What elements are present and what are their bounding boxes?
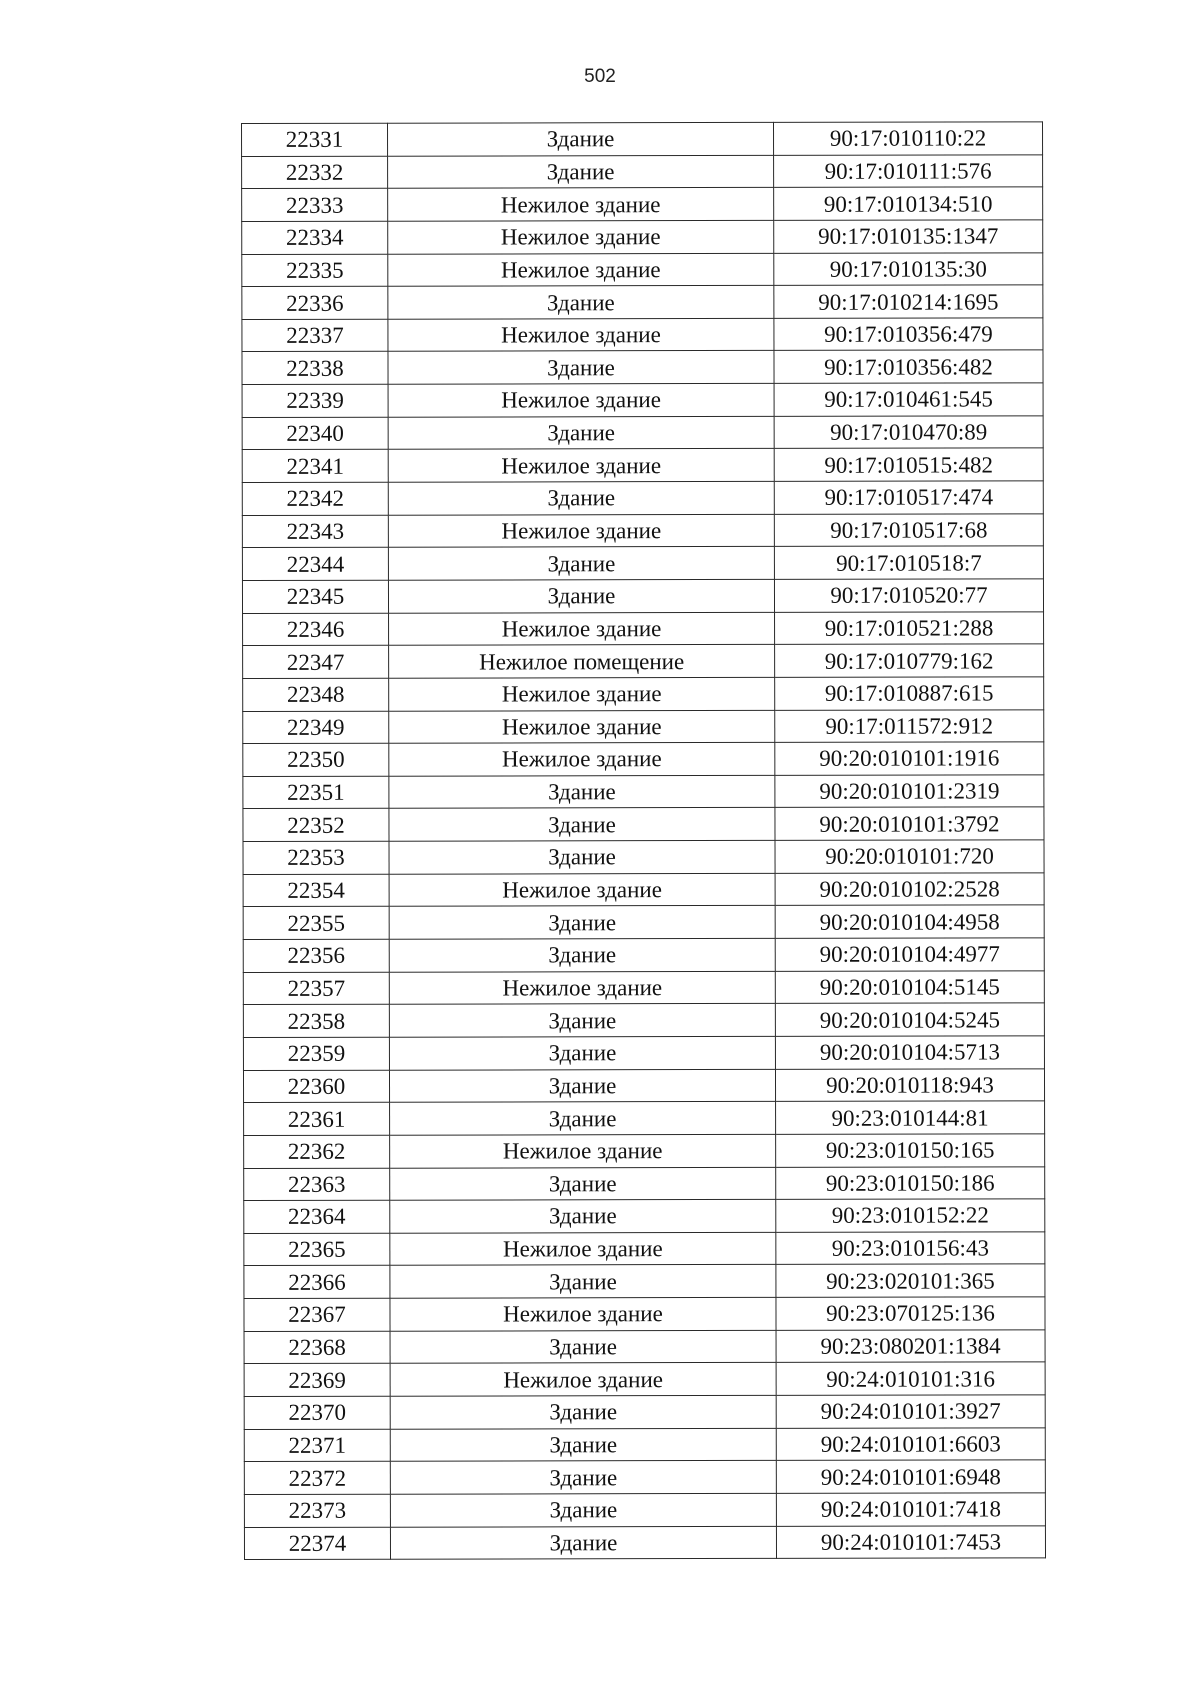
table-row	[243, 611, 1044, 645]
cadastral-number-cell: 90:20:010101:1916	[775, 742, 1044, 775]
table-row	[244, 1166, 1045, 1200]
table-row	[242, 285, 1043, 319]
object-type-cell: Нежилое здание	[389, 971, 775, 1004]
object-type-cell: Здание	[388, 122, 774, 155]
row-number-cell: 22359	[243, 1037, 389, 1070]
row-number-cell: 22331	[242, 123, 388, 156]
object-type-cell: Нежилое здание	[389, 743, 775, 776]
cadastral-number-cell: 90:17:011572:912	[775, 709, 1044, 742]
table-row	[244, 1395, 1045, 1429]
table-row	[243, 807, 1044, 841]
object-type-cell: Нежилое здание	[388, 384, 774, 417]
cadastral-number-cell: 90:20:010104:5713	[775, 1036, 1044, 1069]
row-number-cell: 22371	[244, 1429, 390, 1462]
row-number-cell: 22341	[242, 450, 388, 483]
table-row	[243, 709, 1044, 743]
row-number-cell: 22361	[244, 1102, 390, 1135]
page-number: 502	[584, 66, 616, 87]
cadastral-number-cell: 90:20:010101:720	[775, 840, 1044, 873]
cadastral-number-cell: 90:20:010104:5245	[775, 1003, 1044, 1036]
row-number-cell: 22346	[243, 613, 389, 646]
table-row	[242, 546, 1043, 580]
row-number-cell: 22355	[243, 907, 389, 940]
object-type-cell: Здание	[390, 1526, 776, 1559]
table-row	[243, 775, 1044, 809]
object-type-cell: Здание	[390, 1428, 776, 1461]
row-number-cell: 22358	[243, 1004, 389, 1037]
row-number-cell: 22357	[243, 972, 389, 1005]
object-type-cell: Нежилое здание	[390, 1297, 776, 1330]
object-type-cell: Здание	[389, 1069, 775, 1102]
object-type-cell: Здание	[390, 1265, 776, 1298]
row-number-cell: 22333	[242, 188, 388, 221]
object-type-cell: Здание	[389, 938, 775, 971]
cadastral-number-cell: 90:17:010517:68	[774, 514, 1043, 547]
row-number-cell: 22367	[244, 1298, 390, 1331]
cadastral-number-cell: 90:17:010135:1347	[774, 220, 1043, 253]
table-row	[242, 252, 1043, 286]
row-number-cell: 22374	[244, 1527, 390, 1560]
row-number-cell: 22370	[244, 1396, 390, 1429]
object-type-cell: Здание	[390, 1200, 776, 1233]
row-number-cell: 22353	[243, 841, 389, 874]
row-number-cell: 22373	[244, 1494, 390, 1527]
table-row	[244, 1460, 1045, 1494]
cadastral-number-cell: 90:17:010517:474	[774, 481, 1043, 514]
table-row	[242, 448, 1043, 482]
cadastral-number-cell: 90:23:010150:186	[776, 1166, 1045, 1199]
table-row	[242, 187, 1043, 221]
table-row	[243, 840, 1044, 874]
object-type-cell: Нежилое здание	[389, 612, 775, 645]
cadastral-number-cell: 90:17:010356:482	[774, 350, 1043, 383]
object-type-cell: Здание	[390, 1330, 776, 1363]
table-row	[244, 1101, 1045, 1135]
object-type-cell: Нежилое помещение	[389, 645, 775, 678]
table-row	[243, 970, 1044, 1004]
cadastral-number-cell: 90:20:010104:5145	[775, 970, 1044, 1003]
cadastral-number-cell: 90:24:010101:316	[776, 1362, 1045, 1395]
table-row	[243, 742, 1044, 776]
cadastral-number-cell: 90:23:020101:365	[776, 1264, 1045, 1297]
row-number-cell: 22336	[242, 286, 388, 319]
row-number-cell: 22340	[242, 417, 388, 450]
cadastral-number-cell: 90:20:010104:4977	[775, 938, 1044, 971]
row-number-cell: 22368	[244, 1331, 390, 1364]
object-type-cell: Нежилое здание	[388, 220, 774, 253]
row-number-cell: 22334	[242, 221, 388, 254]
cadastral-number-cell: 90:24:010101:3927	[776, 1395, 1045, 1428]
row-number-cell: 22369	[244, 1364, 390, 1397]
table-row	[243, 905, 1044, 939]
table-row	[243, 873, 1044, 907]
cadastral-number-cell: 90:24:010101:7418	[776, 1493, 1045, 1526]
cadastral-number-cell: 90:20:010102:2528	[775, 873, 1044, 906]
row-number-cell: 22350	[243, 743, 389, 776]
object-type-cell: Нежилое здание	[388, 514, 774, 547]
row-number-cell: 22347	[243, 645, 389, 678]
object-type-cell: Здание	[390, 1395, 776, 1428]
cadastral-number-cell: 90:23:010150:165	[776, 1134, 1045, 1167]
object-type-cell: Здание	[388, 286, 774, 319]
object-type-cell: Нежилое здание	[390, 1363, 776, 1396]
cadastral-number-cell: 90:23:010156:43	[776, 1232, 1045, 1265]
row-number-cell: 22339	[242, 384, 388, 417]
table-row	[242, 416, 1043, 450]
row-number-cell: 22363	[244, 1168, 390, 1201]
table-row	[242, 514, 1043, 548]
object-type-cell: Здание	[388, 547, 774, 580]
table-row	[242, 350, 1043, 384]
row-number-cell: 22332	[242, 156, 388, 189]
row-number-cell: 22348	[243, 678, 389, 711]
cadastral-number-cell: 90:17:010779:162	[775, 644, 1044, 677]
row-number-cell: 22338	[242, 352, 388, 385]
cadastral-number-cell: 90:17:010110:22	[773, 122, 1042, 155]
table-row	[244, 1232, 1045, 1266]
object-type-cell: Здание	[388, 579, 774, 612]
row-number-cell: 22349	[243, 711, 389, 744]
row-number-cell: 22335	[242, 254, 388, 287]
cadastral-number-cell: 90:24:010101:6948	[776, 1460, 1045, 1493]
row-number-cell: 22343	[242, 515, 388, 548]
row-number-cell: 22345	[242, 580, 388, 613]
table-row	[244, 1427, 1045, 1461]
object-type-cell: Нежилое здание	[388, 253, 774, 286]
table-row	[243, 644, 1044, 678]
cadastral-number-cell: 90:17:010135:30	[774, 252, 1043, 285]
row-number-cell: 22342	[242, 482, 388, 515]
table-row	[243, 677, 1044, 711]
cadastral-number-cell: 90:17:010134:510	[774, 187, 1043, 220]
object-type-cell: Здание	[388, 351, 774, 384]
table-row	[244, 1525, 1045, 1559]
object-type-cell: Нежилое здание	[389, 873, 775, 906]
cadastral-number-cell: 90:23:070125:136	[776, 1297, 1045, 1330]
cadastral-number-cell: 90:17:010887:615	[775, 677, 1044, 710]
table-row	[244, 1264, 1045, 1298]
table-row	[244, 1362, 1045, 1396]
row-number-cell: 22372	[244, 1461, 390, 1494]
row-number-cell: 22360	[243, 1070, 389, 1103]
cadastral-number-cell: 90:17:010521:288	[775, 611, 1044, 644]
table-body	[242, 122, 1046, 1560]
object-type-cell: Здание	[390, 1493, 776, 1526]
property-table	[241, 121, 1046, 1560]
cadastral-number-cell: 90:20:010118:943	[775, 1068, 1044, 1101]
object-type-cell: Здание	[390, 1167, 776, 1200]
cadastral-number-cell: 90:20:010101:2319	[775, 775, 1044, 808]
row-number-cell: 22362	[244, 1135, 390, 1168]
object-type-cell: Здание	[389, 808, 775, 841]
row-number-cell: 22356	[243, 939, 389, 972]
table-row	[242, 154, 1043, 188]
row-number-cell: 22364	[244, 1200, 390, 1233]
object-type-cell: Здание	[389, 906, 775, 939]
object-type-cell: Нежилое здание	[388, 318, 774, 351]
table-row	[242, 318, 1043, 352]
cadastral-number-cell: 90:17:010356:479	[774, 318, 1043, 351]
object-type-cell: Здание	[388, 155, 774, 188]
object-type-cell: Здание	[388, 416, 774, 449]
cadastral-number-cell: 90:17:010520:77	[774, 579, 1043, 612]
table-row	[244, 1134, 1045, 1168]
object-type-cell: Нежилое здание	[388, 188, 774, 221]
table-row	[244, 1330, 1045, 1364]
object-type-cell: Здание	[390, 1461, 776, 1494]
row-number-cell: 22352	[243, 809, 389, 842]
object-type-cell: Нежилое здание	[389, 677, 775, 710]
cadastral-number-cell: 90:24:010101:6603	[776, 1427, 1045, 1460]
cadastral-number-cell: 90:24:010101:7453	[776, 1525, 1045, 1558]
row-number-cell: 22337	[242, 319, 388, 352]
row-number-cell: 22354	[243, 874, 389, 907]
table-row	[242, 220, 1043, 254]
table-row	[244, 1199, 1045, 1233]
table-row	[242, 122, 1043, 156]
object-type-cell: Здание	[390, 1102, 776, 1135]
table-row	[242, 481, 1043, 515]
cadastral-number-cell: 90:23:010152:22	[776, 1199, 1045, 1232]
table-row	[242, 383, 1043, 417]
cadastral-number-cell: 90:17:010461:545	[774, 383, 1043, 416]
cadastral-number-cell: 90:17:010214:1695	[774, 285, 1043, 318]
object-type-cell: Нежилое здание	[390, 1134, 776, 1167]
object-type-cell: Нежилое здание	[389, 710, 775, 743]
table-row	[243, 938, 1044, 972]
table-row	[243, 1036, 1044, 1070]
table-row	[244, 1297, 1045, 1331]
row-number-cell: 22366	[244, 1266, 390, 1299]
object-type-cell: Нежилое здание	[390, 1232, 776, 1265]
cadastral-number-cell: 90:20:010104:4958	[775, 905, 1044, 938]
cadastral-number-cell: 90:17:010470:89	[774, 416, 1043, 449]
object-type-cell: Здание	[389, 1036, 775, 1069]
cadastral-number-cell: 90:17:010515:482	[774, 448, 1043, 481]
cadastral-number-cell: 90:23:010144:81	[776, 1101, 1045, 1134]
object-type-cell: Здание	[389, 840, 775, 873]
row-number-cell: 22344	[242, 548, 388, 581]
cadastral-number-cell: 90:17:010518:7	[774, 546, 1043, 579]
object-type-cell: Нежилое здание	[388, 449, 774, 482]
cadastral-number-cell: 90:23:080201:1384	[776, 1330, 1045, 1363]
cadastral-number-cell: 90:20:010101:3792	[775, 807, 1044, 840]
object-type-cell: Здание	[388, 481, 774, 514]
table-row	[242, 579, 1043, 613]
table-row	[243, 1003, 1044, 1037]
row-number-cell: 22365	[244, 1233, 390, 1266]
object-type-cell: Здание	[389, 1004, 775, 1037]
object-type-cell: Здание	[389, 775, 775, 808]
table-row	[244, 1493, 1045, 1527]
cadastral-number-cell: 90:17:010111:576	[774, 154, 1043, 187]
table-row	[243, 1068, 1044, 1102]
row-number-cell: 22351	[243, 776, 389, 809]
